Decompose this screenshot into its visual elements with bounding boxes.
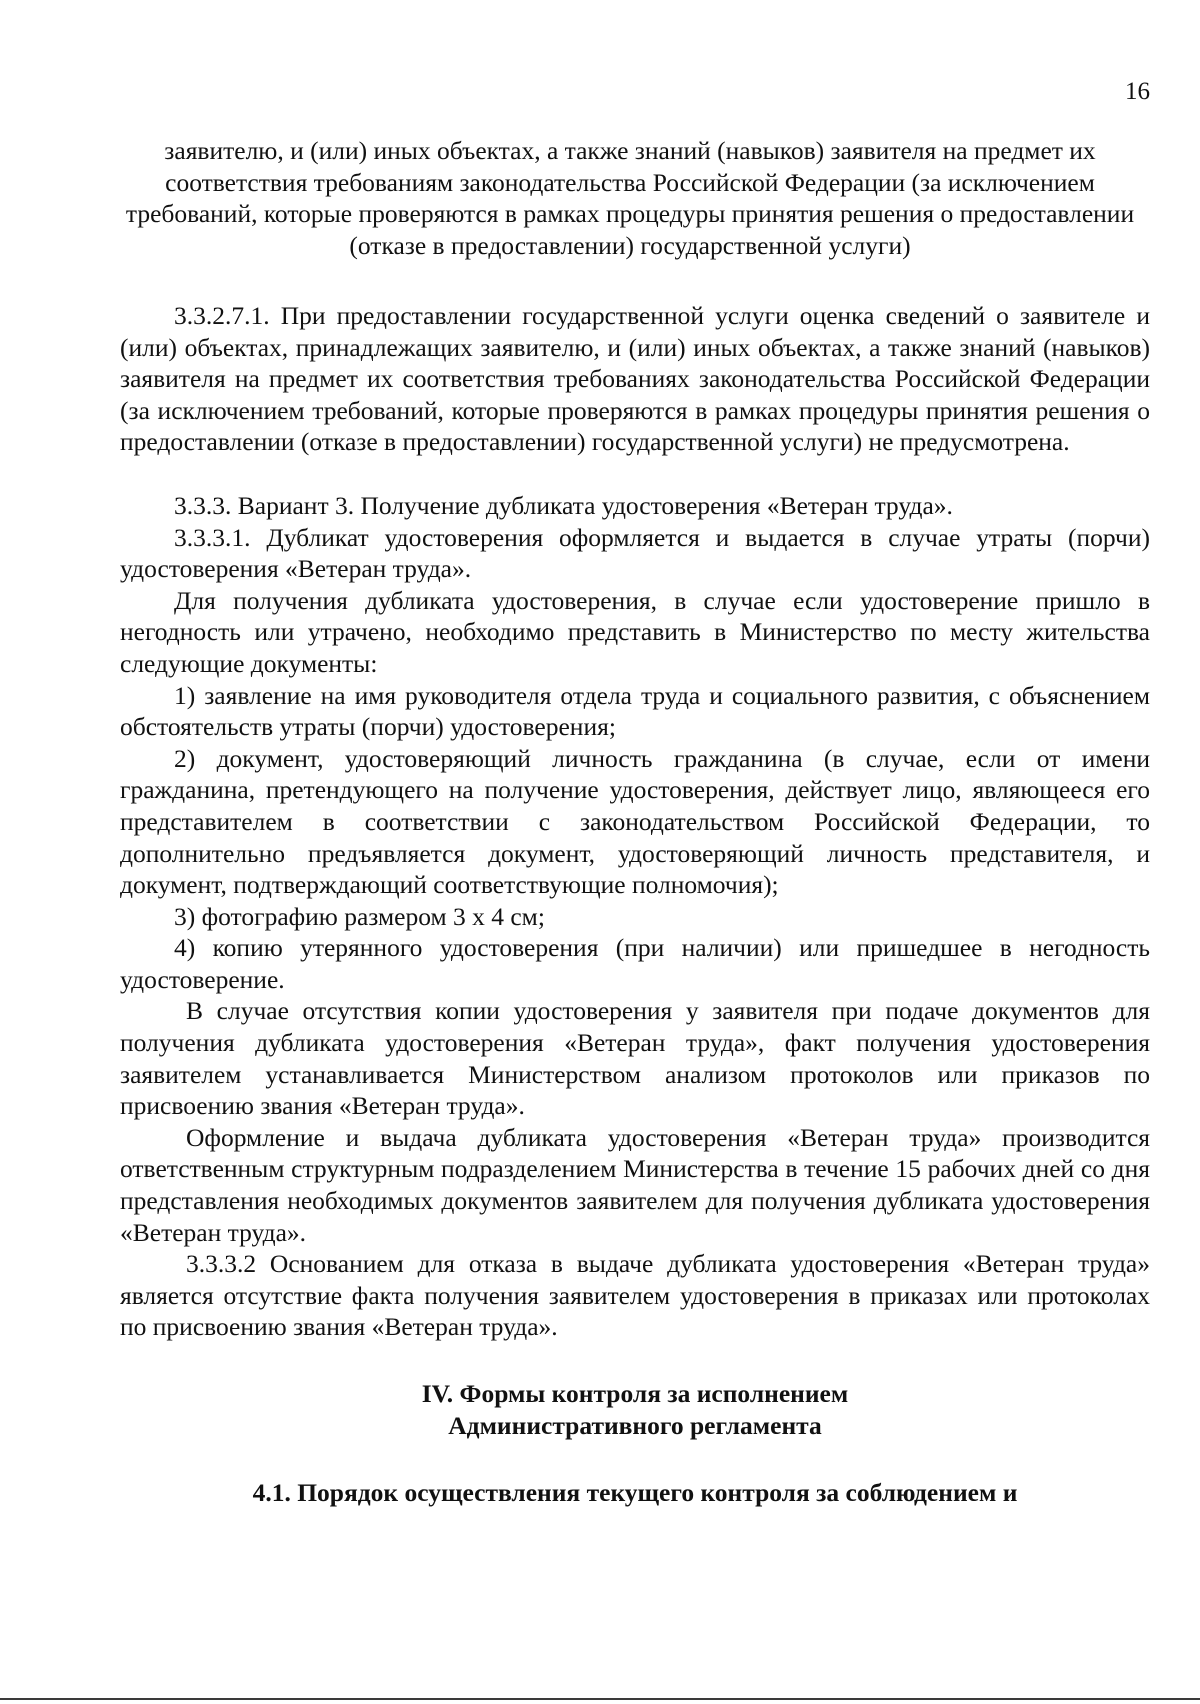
list-item-2: 2) документ, удостоверяющий личность гражданина (в случае, если от имени гражданина, претендующего на получение удостоверения, действует лицо, являющееся его представителем в соответствии с законодательством Российской Федерации, то дополнительно предъявляется документ, удостоверяющий личность представителя, и документ, подтверждающий соответствующие полномочия);: [120, 743, 1150, 900]
paragraph-3-3-3: 3.3.3. Вариант 3. Получение дубликата удостоверения «Ветеран труда».: [174, 490, 953, 520]
continuation-block: заявителю, и (или) иных объектах, а также знаний (навыков) заявителя на предмет их соответствия требованиям законодательства Российской Федерации (за исключением требований, которые проверяются в рамках процедуры принятия решения о предоставлении (отказе в предоставлении) государственной услуги): [125, 136, 1135, 260]
paragraph-issuance: Оформление и выдача дубликата удостоверения «Ветеран труда» производится ответственным структурным подразделением Министерства в течение 15 рабочих дней со дня представления необходимых документов заявителем для получения дубликата удостоверения «Ветеран труда».: [120, 1122, 1150, 1247]
paragraph-documents-intro: Для получения дубликата удостоверения, в случае если удостоверение пришло в негодность или утрачено, необходимо представить в Министерство по месту жительства следующие документы:: [120, 585, 1150, 678]
list-item-1: 1) заявление на имя руководителя отдела труда и социального развития, с объяснением обстоятельств утраты (порчи) удостоверения;: [120, 680, 1150, 742]
section-iv-title-line1: IV. Формы контроля за исполнением: [421, 1379, 849, 1408]
subsection-4-1-title: 4.1. Порядок осуществления текущего контроля за соблюдением и: [252, 1478, 1018, 1507]
paragraph-3-3-3-2: 3.3.3.2 Основанием для отказа в выдаче дубликата удостоверения «Ветеран труда» является отсутствие факта получения заявителем удостоверения в приказах или протоколах по присвоению звания «Ветеран труда».: [120, 1249, 1150, 1342]
paragraph-3-3-2-7-1: 3.3.2.7.1. При предоставлении государственной услуги оценка сведений о заявителе и (или) объектах, принадлежащих заявителю, и (или) иных объектах, а также знаний (навыков) заявителя на предмет их соответствия требованиях законодательства Российской Федерации (за исключением требований, которые проверяются в рамках процедуры принятия решения о предоставлении (отказе в предоставлении) государственной услуги) не предусмотрена.: [120, 301, 1150, 457]
list-item-4: 4) копию утерянного удостоверения (при наличии) или пришедшее в негодность удостоверение.: [120, 933, 1150, 994]
document-body: [120, 300, 1150, 1509]
section-iv-title-line2: Административного регламента: [448, 1411, 822, 1440]
page-number: 16: [1125, 78, 1150, 105]
page-bottom-edge: [0, 1698, 1200, 1700]
list-item-3: 3) фотографию размером 3 х 4 см;: [174, 901, 545, 931]
paragraph-3-3-3-1: 3.3.3.1. Дубликат удостоверения оформляется и выдается в случае утраты (порчи) удостоверения «Ветеран труда».: [120, 522, 1150, 584]
section-iv-title: [120, 1378, 1150, 1442]
paragraph-no-copy: В случае отсутствия копии удостоверения у заявителя при подаче документов для получения дубликата удостоверения «Ветеран труда», факт получения удостоверения заявителем устанавливается Министерством анализом протоколов или приказов по присвоению звания «Ветеран труда».: [120, 996, 1150, 1121]
